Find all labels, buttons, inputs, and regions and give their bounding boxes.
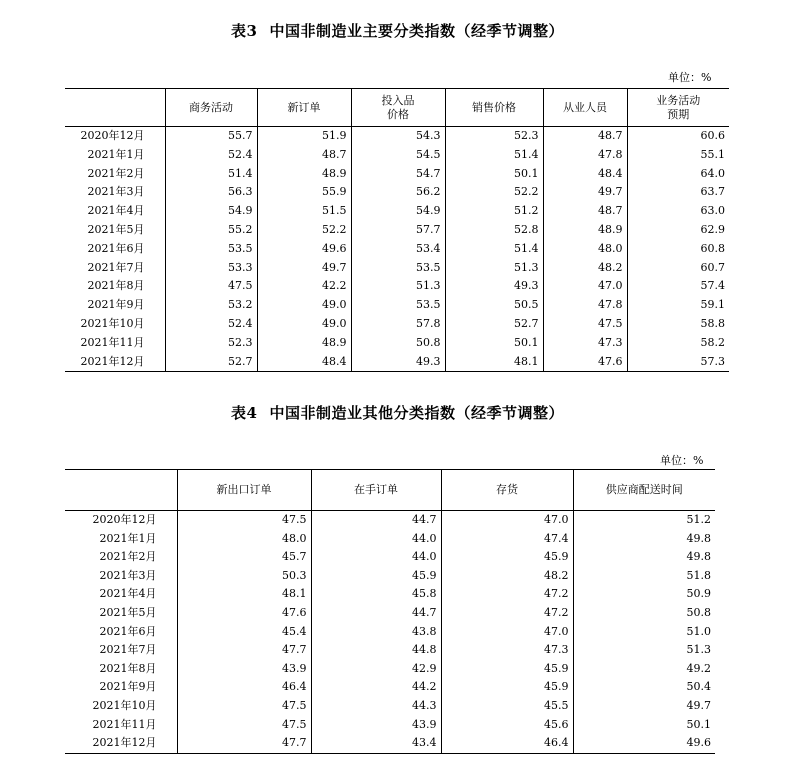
table-cell: 55.1 — [627, 146, 729, 165]
table3-column-header: 从业人员 — [543, 89, 627, 127]
table-row — [65, 221, 729, 240]
table-cell: 51.8 — [573, 567, 715, 586]
table-cell: 59.1 — [627, 296, 729, 315]
table-row — [65, 678, 715, 697]
table-cell: 50.4 — [573, 678, 715, 697]
table-cell: 52.8 — [445, 221, 543, 240]
table-cell: 51.2 — [445, 202, 543, 221]
table-cell: 45.9 — [441, 660, 573, 679]
table-row — [65, 296, 729, 315]
table-cell: 57.3 — [627, 353, 729, 372]
table-cell: 50.1 — [445, 165, 543, 184]
table-cell: 53.4 — [351, 240, 445, 259]
table-cell: 42.9 — [311, 660, 441, 679]
table-cell: 57.7 — [351, 221, 445, 240]
table-cell: 49.0 — [257, 296, 351, 315]
table-cell: 48.4 — [543, 165, 627, 184]
row-label: 2021年10月 — [80, 316, 145, 330]
row-label: 2021年8月 — [99, 661, 157, 675]
row-label: 2021年4月 — [87, 204, 145, 218]
table-cell: 48.2 — [441, 567, 573, 586]
row-label: 2021年6月 — [99, 624, 157, 638]
table-cell: 48.7 — [257, 146, 351, 165]
table-cell: 48.2 — [543, 259, 627, 278]
table-cell: 52.7 — [165, 353, 257, 372]
table-cell: 50.1 — [573, 716, 715, 735]
table-cell: 48.9 — [257, 165, 351, 184]
table-cell: 47.7 — [177, 734, 311, 753]
table-cell: 52.3 — [165, 334, 257, 353]
row-label: 2021年5月 — [87, 222, 145, 236]
table-cell: 44.7 — [311, 604, 441, 623]
table-cell: 47.3 — [441, 641, 573, 660]
table-row — [65, 548, 715, 567]
table-cell: 54.9 — [165, 202, 257, 221]
table-cell: 52.2 — [445, 183, 543, 202]
row-label: 2021年1月 — [99, 531, 157, 545]
row-label: 2021年3月 — [87, 185, 145, 199]
table-cell: 48.7 — [543, 202, 627, 221]
table-cell: 47.8 — [543, 146, 627, 165]
table-cell: 44.8 — [311, 641, 441, 660]
table4-number: 表4 — [231, 404, 258, 422]
table-cell: 47.7 — [177, 641, 311, 660]
table4-title — [0, 402, 795, 423]
table-cell: 53.3 — [165, 259, 257, 278]
table-cell: 53.2 — [165, 296, 257, 315]
table4-column-header — [65, 470, 177, 511]
table-cell: 47.5 — [177, 511, 311, 530]
row-label: 2021年9月 — [99, 680, 157, 694]
table-cell: 48.1 — [445, 353, 543, 372]
table-cell: 50.5 — [445, 296, 543, 315]
table-row — [65, 334, 729, 353]
table-cell: 48.0 — [543, 240, 627, 259]
table-row — [65, 259, 729, 278]
row-label: 2021年6月 — [87, 241, 145, 255]
row-label: 2021年2月 — [87, 166, 145, 180]
table-cell: 47.5 — [177, 697, 311, 716]
table3-body — [65, 127, 729, 372]
table-cell: 45.9 — [441, 678, 573, 697]
table3-column-header: 新订单 — [257, 89, 351, 127]
table-row — [65, 623, 715, 642]
table-cell: 54.5 — [351, 146, 445, 165]
table-cell: 55.2 — [165, 221, 257, 240]
table-cell: 47.8 — [543, 296, 627, 315]
table-cell: 52.4 — [165, 146, 257, 165]
table-cell: 45.5 — [441, 697, 573, 716]
row-label: 2020年12月 — [80, 129, 145, 142]
table-cell: 60.6 — [627, 127, 729, 146]
table-cell: 46.4 — [177, 678, 311, 697]
row-label: 2021年4月 — [99, 587, 157, 601]
table-cell: 60.7 — [627, 259, 729, 278]
table-cell: 51.4 — [445, 146, 543, 165]
table-cell: 45.6 — [441, 716, 573, 735]
table3-number: 表3 — [231, 22, 258, 40]
table4-column-header: 存货 — [441, 470, 573, 511]
table-cell: 50.9 — [573, 585, 715, 604]
table-cell: 63.0 — [627, 202, 729, 221]
table-cell: 52.4 — [165, 315, 257, 334]
table-cell: 46.4 — [441, 734, 573, 753]
table-cell: 60.8 — [627, 240, 729, 259]
table-row — [65, 240, 729, 259]
row-label: 2021年5月 — [99, 605, 157, 619]
table-cell: 49.7 — [543, 183, 627, 202]
table3-unit: 单位：% — [668, 71, 712, 84]
row-label: 2021年12月 — [92, 736, 157, 750]
table-row — [65, 530, 715, 549]
table-cell: 49.0 — [257, 315, 351, 334]
table-cell: 58.2 — [627, 334, 729, 353]
table-cell: 50.8 — [573, 604, 715, 623]
table-row — [65, 165, 729, 184]
row-label: 2021年7月 — [99, 643, 157, 657]
table-cell: 47.0 — [441, 623, 573, 642]
table-row — [65, 353, 729, 372]
table-cell: 48.7 — [543, 127, 627, 146]
table-cell: 45.9 — [311, 567, 441, 586]
table-cell: 43.8 — [311, 623, 441, 642]
table-row — [65, 202, 729, 221]
table-cell: 54.7 — [351, 165, 445, 184]
table-row — [65, 315, 729, 334]
row-label: 2021年12月 — [80, 354, 145, 368]
table-cell: 49.7 — [573, 697, 715, 716]
table-cell: 42.2 — [257, 277, 351, 296]
table-cell: 52.7 — [445, 315, 543, 334]
table-cell: 62.9 — [627, 221, 729, 240]
table-cell: 49.6 — [257, 240, 351, 259]
table-row — [65, 585, 715, 604]
table3-column-header: 投入品 价格 — [351, 89, 445, 127]
table3-column-header — [65, 89, 165, 127]
table-cell: 54.3 — [351, 127, 445, 146]
row-label: 2021年8月 — [87, 279, 145, 293]
table-cell: 53.5 — [165, 240, 257, 259]
table-cell: 53.5 — [351, 296, 445, 315]
table-cell: 49.3 — [351, 353, 445, 372]
table-cell: 51.3 — [445, 259, 543, 278]
table-cell: 47.5 — [543, 315, 627, 334]
table4-column-header: 在手订单 — [311, 470, 441, 511]
table3-column-header: 商务活动 — [165, 89, 257, 127]
row-label: 2020年12月 — [92, 513, 157, 526]
table-row — [65, 660, 715, 679]
table-cell: 53.5 — [351, 259, 445, 278]
table-cell: 49.8 — [573, 530, 715, 549]
table-cell: 49.7 — [257, 259, 351, 278]
table4-unit: 单位：% — [660, 454, 704, 467]
table4-column-header: 新出口订单 — [177, 470, 311, 511]
table-cell: 51.4 — [165, 165, 257, 184]
table-cell: 47.6 — [543, 353, 627, 372]
row-label: 2021年7月 — [87, 260, 145, 274]
table-cell: 44.7 — [311, 511, 441, 530]
table-cell: 51.3 — [351, 277, 445, 296]
table-cell: 50.8 — [351, 334, 445, 353]
row-label: 2021年9月 — [87, 298, 145, 312]
table-cell: 47.5 — [165, 277, 257, 296]
table-cell: 47.4 — [441, 530, 573, 549]
table-row — [65, 127, 729, 146]
table-cell: 55.9 — [257, 183, 351, 202]
table-cell: 48.1 — [177, 585, 311, 604]
table-cell: 51.2 — [573, 511, 715, 530]
table-cell: 51.5 — [257, 202, 351, 221]
table-cell: 55.7 — [165, 127, 257, 146]
table-cell: 48.9 — [257, 334, 351, 353]
table-cell: 54.9 — [351, 202, 445, 221]
table4-body — [65, 511, 715, 754]
table4-title-text: 中国非制造业其他分类指数（经季节调整） — [269, 404, 564, 422]
table-cell: 45.8 — [311, 585, 441, 604]
table-cell: 47.0 — [441, 511, 573, 530]
table-row — [65, 734, 715, 753]
table4-column-header: 供应商配送时间 — [573, 470, 715, 511]
table3 — [65, 88, 729, 372]
table4 — [65, 469, 715, 754]
table3-title-text: 中国非制造业主要分类指数（经季节调整） — [269, 22, 564, 40]
table-cell: 43.9 — [177, 660, 311, 679]
table-cell: 44.0 — [311, 530, 441, 549]
table-cell: 50.3 — [177, 567, 311, 586]
table-row — [65, 567, 715, 586]
table-cell: 51.4 — [445, 240, 543, 259]
table-cell: 43.9 — [311, 716, 441, 735]
row-label: 2021年11月 — [80, 335, 145, 349]
table-cell: 64.0 — [627, 165, 729, 184]
row-label: 2021年1月 — [87, 147, 145, 161]
table3-header-row — [65, 89, 729, 127]
table-row — [65, 697, 715, 716]
table-cell: 63.7 — [627, 183, 729, 202]
table-cell: 43.4 — [311, 734, 441, 753]
table-cell: 56.3 — [165, 183, 257, 202]
table-row — [65, 716, 715, 735]
table-cell: 45.9 — [441, 548, 573, 567]
table-cell: 51.9 — [257, 127, 351, 146]
table-cell: 47.0 — [543, 277, 627, 296]
table-cell: 50.1 — [445, 334, 543, 353]
table-cell: 49.3 — [445, 277, 543, 296]
table-cell: 44.2 — [311, 678, 441, 697]
table-cell: 51.3 — [573, 641, 715, 660]
table-cell: 48.9 — [543, 221, 627, 240]
table3-column-header: 销售价格 — [445, 89, 543, 127]
table4-header-row — [65, 470, 715, 511]
table-row — [65, 604, 715, 623]
table-cell: 47.6 — [177, 604, 311, 623]
table3-column-header: 业务活动 预期 — [627, 89, 729, 127]
row-label: 2021年10月 — [92, 698, 157, 712]
table-row — [65, 511, 715, 530]
table-cell: 45.4 — [177, 623, 311, 642]
table-row — [65, 183, 729, 202]
table-cell: 52.2 — [257, 221, 351, 240]
row-label: 2021年3月 — [99, 568, 157, 582]
table-cell: 57.8 — [351, 315, 445, 334]
table-cell: 57.4 — [627, 277, 729, 296]
table-row — [65, 641, 715, 660]
table-cell: 52.3 — [445, 127, 543, 146]
table-cell: 49.8 — [573, 548, 715, 567]
table-cell: 45.7 — [177, 548, 311, 567]
table-cell: 44.0 — [311, 548, 441, 567]
table-cell: 47.3 — [543, 334, 627, 353]
table-cell: 49.2 — [573, 660, 715, 679]
row-label: 2021年2月 — [99, 550, 157, 564]
row-label: 2021年11月 — [92, 717, 157, 731]
table-cell: 49.6 — [573, 734, 715, 753]
table-row — [65, 146, 729, 165]
table-cell: 47.5 — [177, 716, 311, 735]
table-cell: 56.2 — [351, 183, 445, 202]
table-cell: 58.8 — [627, 315, 729, 334]
table-cell: 48.4 — [257, 353, 351, 372]
table-row — [65, 277, 729, 296]
table3-title — [0, 20, 795, 41]
table-cell: 51.0 — [573, 623, 715, 642]
table-cell: 44.3 — [311, 697, 441, 716]
table-cell: 48.0 — [177, 530, 311, 549]
table-cell: 47.2 — [441, 585, 573, 604]
table-cell: 47.2 — [441, 604, 573, 623]
